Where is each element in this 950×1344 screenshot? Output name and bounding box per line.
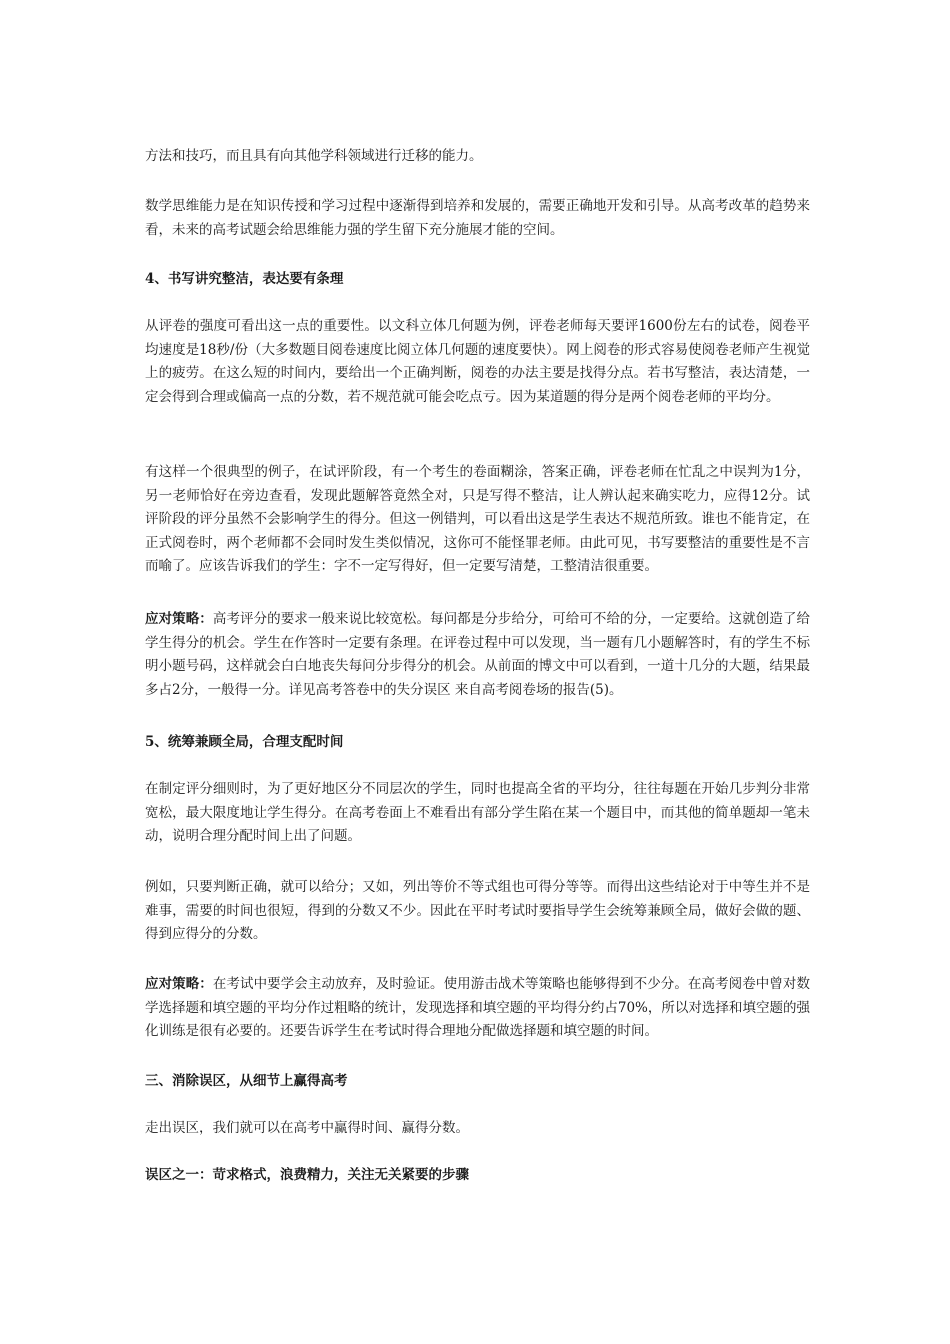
- heading-section-5: 5、统筹兼顾全局，合理支配时间: [145, 734, 344, 750]
- strategy-label: 应对策略：: [145, 976, 213, 992]
- strategy-text: 在考试中要学会主动放弃，及时验证。使用游击战术等策略也能够得到不少分。在高考阅卷中曾对数学选择题和填空题的平均分作过粗略的统计，发现选择和填空题的平均得分约占70%，所以对选择和填空题的强化训练是很有必要的。还要告诉学生在考试时得合理地分配做选择题和填空题的时间。: [145, 976, 811, 1039]
- paragraph-thinking-ability: 数学思维能力是在知识传授和学习过程中逐渐得到培养和发展的，需要正确地开发和引导。从高考改革的趋势来看，未来的高考试题会给思维能力强的学生留下充分施展才能的空间。: [145, 198, 810, 238]
- strategy-text: 高考评分的要求一般来说比较宽松。每问都是分步给分，可给可不给的分，一定要给。这就创造了给学生得分的机会。学生在作答时一定要有条理。在评卷过程中可以发现，当一题有几小题解答时，有的学生不标明小题号码，这样就会白白地丧失每问分步得分的机会。从前面的博文中可以看到，一道十几分的大题，结果最多占2分，一般得一分。详见高考答卷中的失分误区 来自高考阅卷场的报告(5)。: [145, 611, 811, 698]
- strategy-label: 应对策略：: [145, 611, 213, 627]
- heading-part-3: 三、消除误区，从细节上赢得高考: [145, 1073, 348, 1089]
- paragraph-strategy-2: [145, 973, 810, 1044]
- heading-misconception-1: 误区之一：苛求格式，浪费精力，关注无关紧要的步骤: [145, 1167, 469, 1183]
- paragraph-continuation: 方法和技巧，而且具有向其他学科领域进行迁移的能力。: [145, 148, 483, 164]
- paragraph-strategy-1: [145, 608, 810, 702]
- paragraph-grading-intensity: 从评卷的强度可看出这一点的重要性。以文科立体几何题为例，评卷老师每天要评1600份左右的试卷，阅卷平均速度是18秒/份（大多数题目阅卷速度比阅立体几何题的速度要快）。网上阅卷的形式容易使阅卷老师产生视觉上的疲劳。在这么短的时间内，要给出一个正确判断，阅卷的办法主要是找得分点。若书写整洁，表达清楚，一定会得到合理或偏高一点的分数，若不规范就可能会吃点亏。因为某道题的得分是两个阅卷老师的平均分。: [145, 318, 810, 405]
- paragraph-misconceptions-intro: 走出误区，我们就可以在高考中赢得时间、赢得分数。: [145, 1120, 469, 1136]
- heading-section-4: 4、书写讲究整洁，表达要有条理: [145, 271, 344, 287]
- paragraph-scoring-rules: 在制定评分细则时，为了更好地区分不同层次的学生，同时也提高全省的平均分，往往每题在开始几步判分非常宽松，最大限度地让学生得分。在高考卷面上不难看出有部分学生陷在某一个题目中，而其他的简单题却一笔未动，说明合理分配时间上出了问题。: [145, 781, 810, 844]
- paragraph-typical-example: 有这样一个很典型的例子，在试评阶段，有一个考生的卷面糊涂，答案正确，评卷老师在忙乱之中误判为1分，另一老师恰好在旁边查看，发现此题解答竟然全对，只是写得不整洁，让人辨认起来确实吃力，应得12分。试评阶段的评分虽然不会影响学生的得分。但这一例错判，可以看出这是学生表达不规范所致。谁也不能肯定，在正式阅卷时，两个老师都不会同时发生类似情况，这你可不能怪罪老师。由此可见，书写要整洁的重要性是不言而喻了。应该告诉我们的学生：字不一定写得好，但一定要写清楚，工整清洁很重要。: [145, 464, 810, 574]
- paragraph-example-scoring: 例如，只要判断正确，就可以给分；又如，列出等价不等式组也可得分等等。而得出这些结论对于中等生并不是难事，需要的时间也很短，得到的分数又不少。因此在平时考试时要指导学生会统筹兼顾全局，做好会做的题、得到应得分的分数。: [145, 879, 810, 942]
